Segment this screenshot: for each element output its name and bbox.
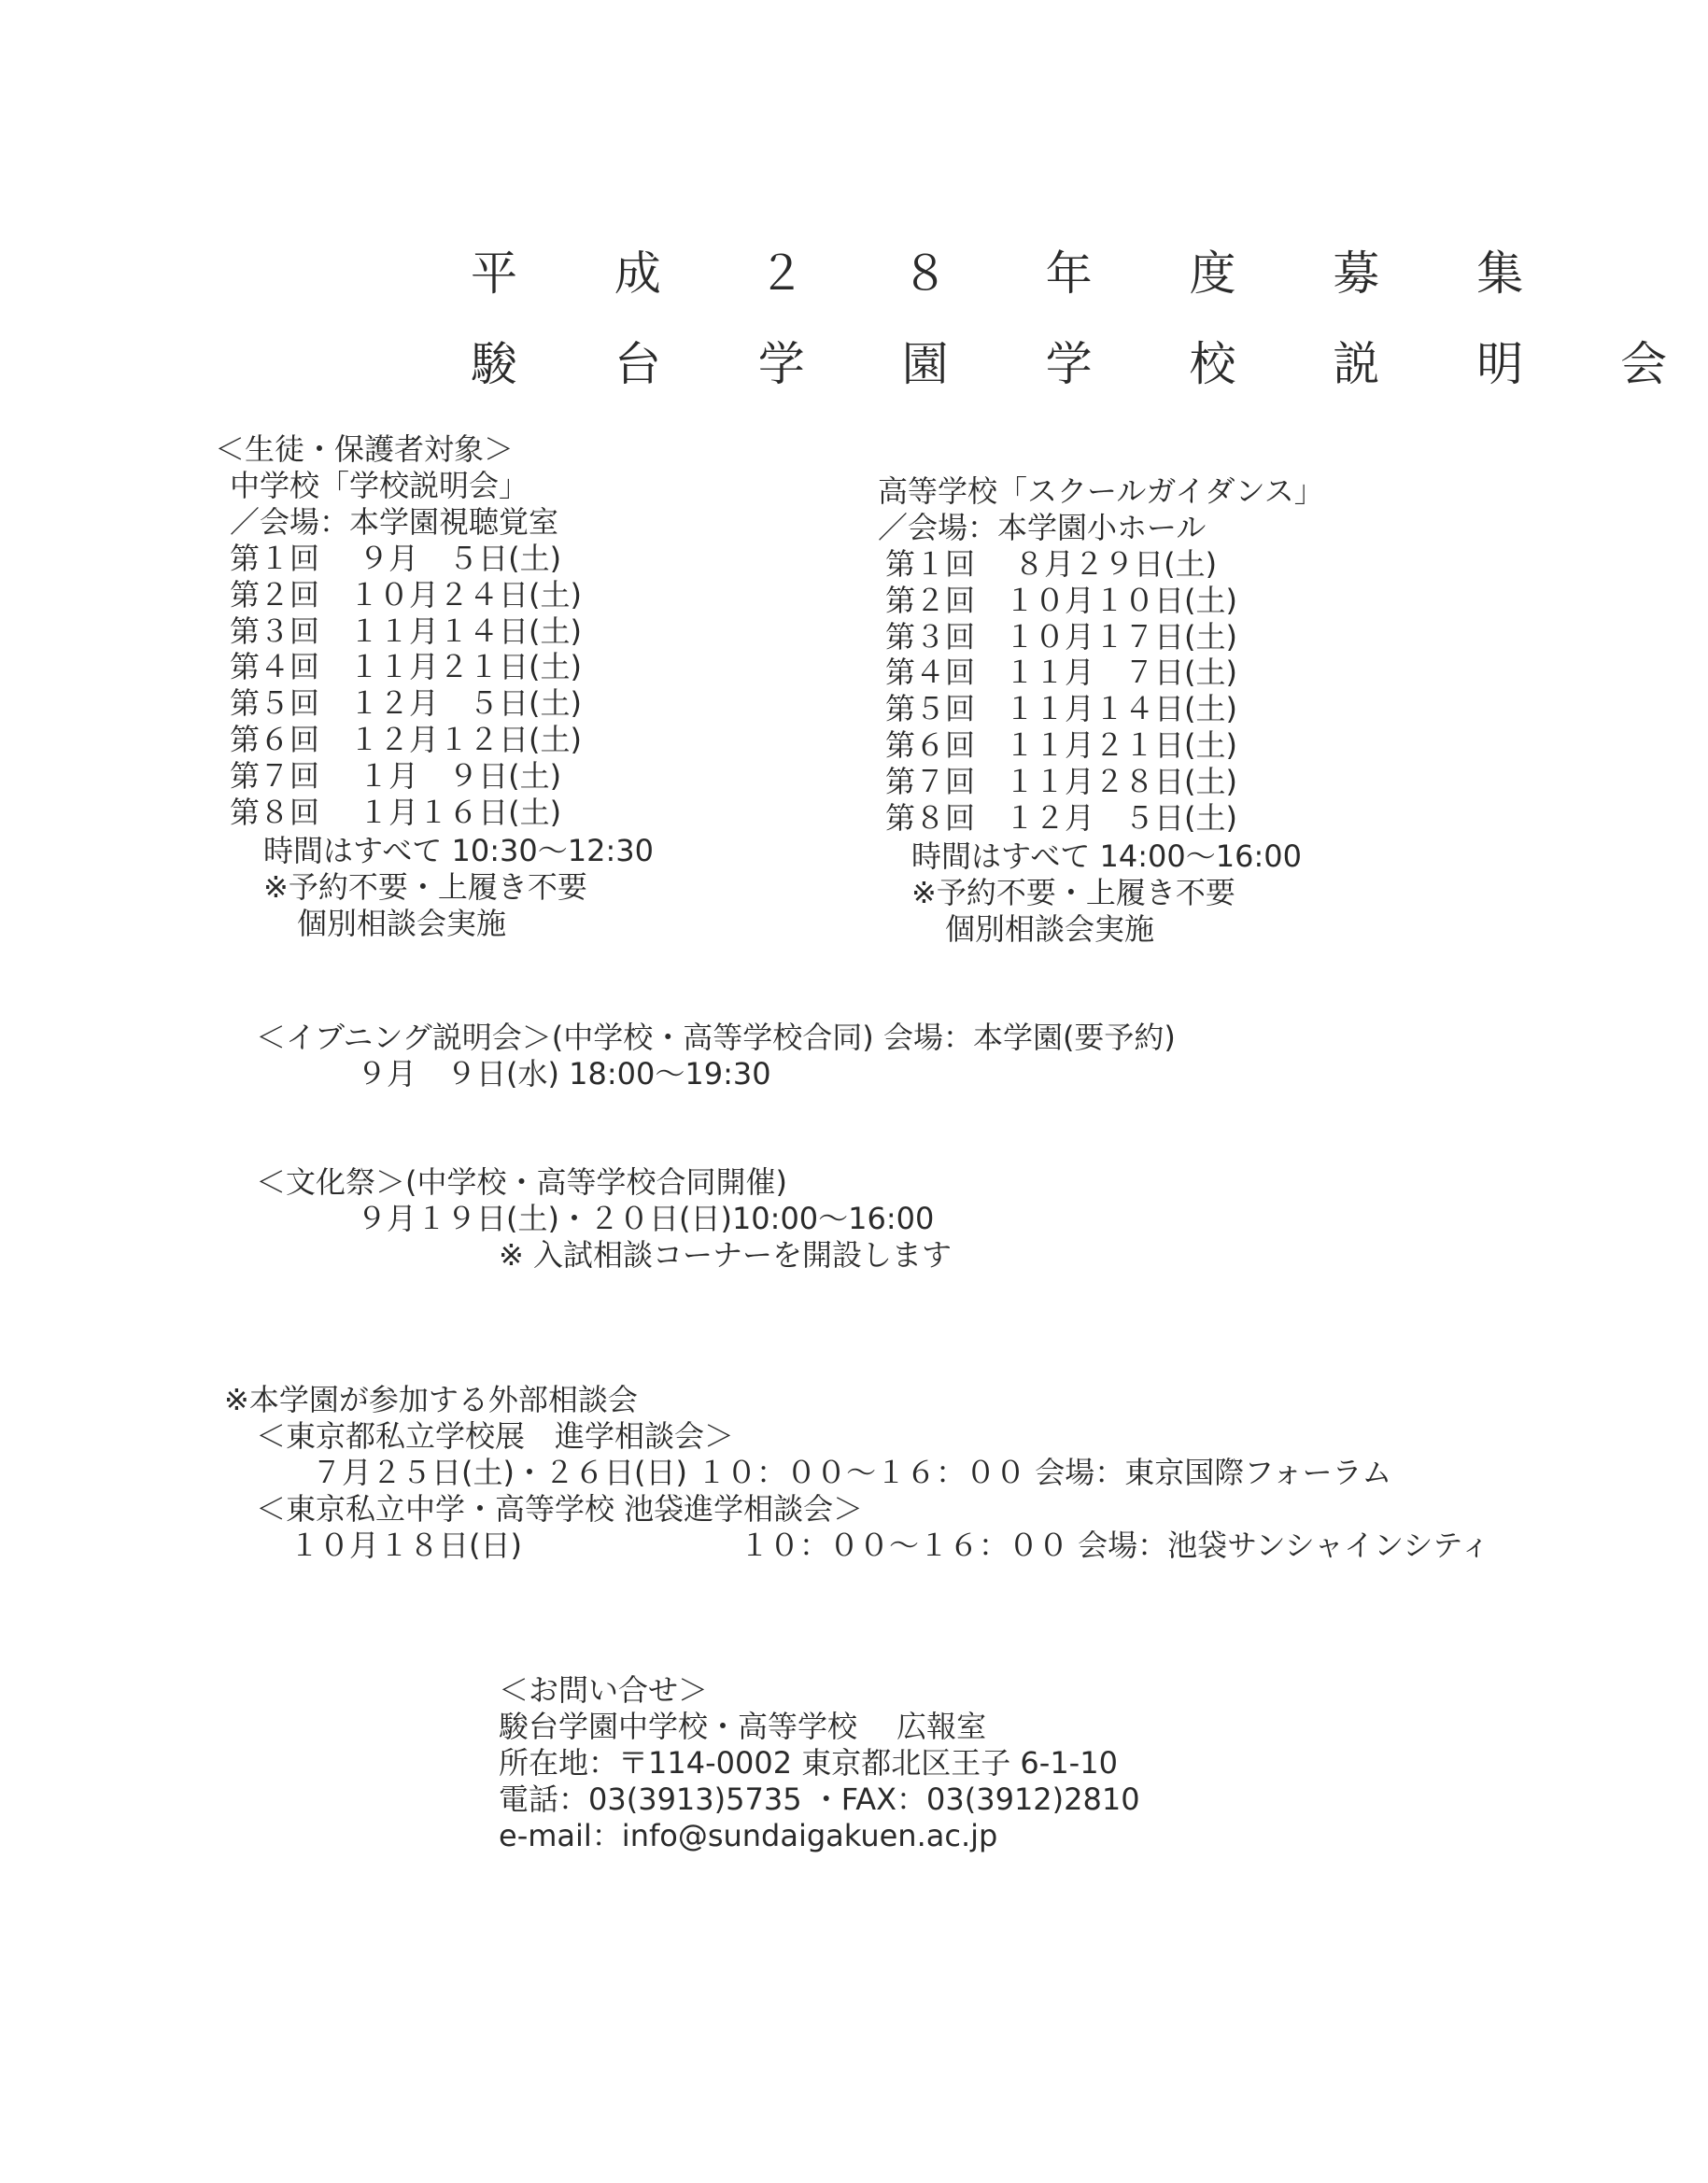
- junior-high-note2: 個別相談会実施: [297, 906, 507, 941]
- festival-date: ９月１９日(土)・２０日(日)10:00～16:00: [357, 1201, 935, 1236]
- high-school-session-8: 第８回 １２月 ５日(土): [885, 799, 1237, 836]
- external-fair-1-date: ７月２５日(土)・２６日(日) １０：００～１６：００ 会場：東京国際フォーラム: [312, 1455, 1392, 1490]
- high-school-time: 時間はすべて 14:00～16:00: [911, 838, 1302, 874]
- high-school-session-3: 第３回 １０月１７日(土): [885, 618, 1237, 655]
- external-fair-2-name: ＜東京私立中学・高等学校 池袋進学相談会＞: [256, 1491, 864, 1527]
- junior-high-session-3: 第３回 １１月１４日(土): [230, 613, 582, 649]
- high-school-note2: 個別相談会実施: [945, 911, 1155, 947]
- junior-high-time: 時間はすべて 10:30～12:30: [263, 833, 654, 868]
- high-school-session-1: 第１回 ８月２９日(土): [885, 546, 1218, 582]
- high-school-venue: ／会場：本学園小ホール: [878, 510, 1207, 545]
- junior-high-session-7: 第７回 １月 ９日(土): [230, 757, 562, 794]
- contact-office: 駿台学園中学校・高等学校 広報室: [499, 1709, 987, 1744]
- festival-heading: ＜文化祭＞(中学校・高等学校合同開催): [256, 1164, 787, 1200]
- high-school-session-5: 第５回 １１月１４日(土): [885, 691, 1237, 727]
- high-school-session-2: 第２回 １０月１０日(土): [885, 582, 1237, 618]
- junior-high-session-6: 第６回 １２月１２日(土): [230, 721, 582, 757]
- external-fair-2-date: １０月１８日(日): [289, 1528, 522, 1563]
- junior-high-venue: ／会場：本学園視聴覚室: [230, 504, 559, 540]
- junior-high-session-1: 第１回 ９月 ５日(土): [230, 541, 562, 576]
- evening-date: ９月 ９日(水) 18:00～19:30: [357, 1056, 771, 1092]
- external-heading: ※本学園が参加する外部相談会: [224, 1382, 638, 1417]
- document-title: 平 成 ２ ８ 年 度 募 集: [471, 246, 1565, 301]
- festival-note: ※ 入試相談コーナーを開設します: [499, 1237, 952, 1273]
- high-school-session-4: 第４回 １１月 ７日(土): [885, 655, 1237, 691]
- contact-phone: 電話：03(3913)5735 ・FAX：03(3912)2810: [499, 1782, 1140, 1817]
- junior-high-heading: 中学校「学校説明会」: [230, 468, 529, 503]
- high-school-heading: 高等学校「スクールガイダンス」: [878, 473, 1324, 509]
- high-school-session-7: 第７回 １１月２８日(土): [885, 763, 1237, 799]
- junior-high-session-2: 第２回 １０月２４日(土): [230, 576, 582, 613]
- junior-high-note: ※予約不要・上履き不要: [263, 869, 587, 905]
- high-school-session-6: 第６回 １１月２１日(土): [885, 726, 1237, 763]
- document-subtitle: 駿 台 学 園 学 校 説 明 会: [471, 337, 1708, 391]
- junior-high-session-8: 第８回 １月１６日(土): [230, 794, 562, 830]
- external-fair-2-time: １０：００～１６：００ 会場：池袋サンシャインシティ: [740, 1528, 1490, 1563]
- junior-high-session-4: 第４回 １１月２１日(土): [230, 649, 582, 685]
- evening-heading: ＜イブニング説明会＞(中学校・高等学校合同) 会場：本学園(要予約): [256, 1020, 1176, 1055]
- contact-email: e-mail：info@sundaigakuen.ac.jp: [499, 1818, 998, 1853]
- contact-address: 所在地：〒114-0002 東京都北区王子 6-1-10: [499, 1745, 1118, 1781]
- audience-heading: ＜生徒・保護者対象＞: [215, 431, 515, 467]
- junior-high-session-list: [230, 541, 582, 830]
- high-school-note: ※予約不要・上履き不要: [911, 875, 1235, 910]
- high-school-session-list: [885, 546, 1237, 836]
- contact-heading: ＜お問い合せ＞: [499, 1672, 709, 1708]
- junior-high-session-5: 第５回 １２月 ５日(土): [230, 685, 582, 722]
- external-fair-1-name: ＜東京都私立学校展 進学相談会＞: [256, 1418, 735, 1454]
